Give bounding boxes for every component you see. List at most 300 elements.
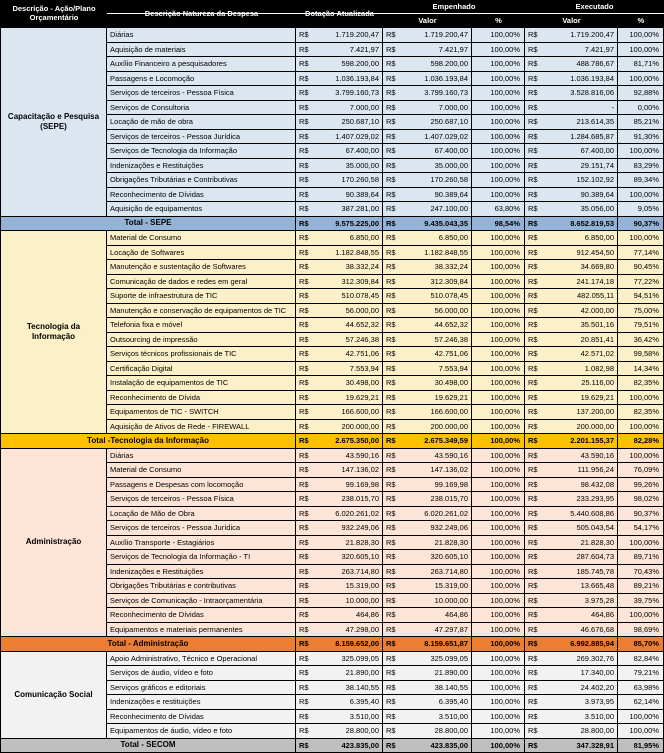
empenhado-valor [383, 231, 472, 246]
executado-pct: 100,00% [618, 72, 664, 87]
currency-symbol: R$ [299, 88, 309, 97]
empenhado-valor [383, 608, 472, 623]
total-executado-valor [525, 739, 618, 753]
total-row-comunicacao [1, 739, 664, 753]
currency-symbol: R$ [386, 523, 396, 532]
dotacao-atualizada-amount: 56.000,00 [345, 305, 379, 315]
executado-pct: 91,30% [618, 130, 664, 145]
currency-symbol: R$ [299, 262, 309, 271]
currency-symbol: R$ [528, 508, 538, 518]
executado-valor [525, 144, 618, 159]
currency-symbol: R$ [528, 146, 538, 155]
total-label-tecnologia: Total -Tecnologia da Informação [1, 434, 296, 449]
expense-description: Auxílio Financeiro a pesquisadores [107, 57, 296, 72]
empenhado-valor-amount: 3.799.160,73 [424, 88, 468, 97]
expense-description: Serviços de terceiros - Pessoa Jurídica [107, 521, 296, 536]
currency-symbol: R$ [386, 102, 396, 112]
total-executado-valor-amount: 6.992.885,94 [570, 639, 614, 648]
dotacao-atualizada [296, 202, 383, 217]
total-dotacao-amount: 423.835,00 [341, 740, 379, 750]
section-tecnologia [1, 231, 664, 434]
empenhado-valor-amount: 312.309,84 [430, 276, 468, 286]
executado-pct: 9,05% [618, 202, 664, 217]
dotacao-atualizada-amount: 99.169,98 [345, 479, 379, 489]
empenhado-valor [383, 86, 472, 101]
executado-valor-amount: 3.975,28 [584, 595, 614, 605]
empenhado-pct: 100,00% [472, 391, 525, 406]
dotacao-atualizada-amount: 7.000,00 [349, 102, 379, 112]
dotacao-atualizada-amount: 1.036.193,84 [335, 73, 379, 83]
dotacao-atualizada [296, 289, 383, 304]
expense-description: Outsourcing de impressão [107, 333, 296, 348]
currency-symbol: R$ [386, 276, 396, 286]
empenhado-pct: 100,00% [472, 246, 525, 261]
dotacao-atualizada-amount: 1.182.848,55 [335, 247, 379, 257]
currency-symbol: R$ [528, 740, 538, 750]
total-empenhado-valor-amount: 9.435.043,35 [424, 218, 468, 228]
empenhado-pct: 100,00% [472, 521, 525, 536]
dotacao-atualizada-amount: 15.319,00 [345, 581, 379, 590]
currency-symbol: R$ [386, 146, 396, 155]
dotacao-atualizada-amount: 10.000,00 [345, 595, 379, 605]
empenhado-valor [383, 710, 472, 725]
empenhado-pct: 100,00% [472, 681, 525, 696]
empenhado-pct: 100,00% [472, 57, 525, 72]
executado-valor-amount: 200.000,00 [576, 421, 614, 431]
expense-description: Material de Consumo [107, 463, 296, 478]
dotacao-atualizada-amount: 47.298,00 [345, 624, 379, 634]
empenhado-valor-amount: 57.246,38 [434, 334, 468, 344]
header-executado-valor: Valor [562, 15, 581, 25]
currency-symbol: R$ [299, 450, 309, 460]
executado-valor-amount: 464,86 [591, 610, 614, 619]
expense-description: Serviços de Tecnologia da Informação [107, 144, 296, 159]
dotacao-atualizada [296, 579, 383, 594]
dotacao-atualizada-amount: 238.015,70 [341, 494, 379, 503]
empenhado-pct: 100,00% [472, 130, 525, 145]
total-row-administracao [1, 637, 664, 652]
executado-valor-amount: 28.800,00 [580, 726, 614, 735]
header-col-natureza: Descrição Natureza da Despesa [144, 8, 259, 18]
dotacao-atualizada-amount: 38.332,24 [345, 262, 379, 271]
empenhado-pct: 100,00% [472, 144, 525, 159]
currency-symbol: R$ [528, 624, 538, 634]
currency-symbol: R$ [299, 465, 309, 474]
empenhado-pct: 100,00% [472, 536, 525, 551]
currency-symbol: R$ [299, 320, 309, 329]
expense-description: Reconhecimento de Dívidas [107, 188, 296, 203]
currency-symbol: R$ [386, 494, 396, 503]
empenhado-valor-amount: 21.828,30 [434, 537, 468, 547]
dotacao-atualizada [296, 115, 383, 130]
empenhado-valor-amount: 932.249,06 [430, 523, 468, 532]
executado-valor [525, 57, 618, 72]
empenhado-pct: 100,00% [472, 376, 525, 391]
currency-symbol: R$ [299, 639, 309, 648]
empenhado-pct: 100,00% [472, 579, 525, 594]
total-dotacao-amount: 8.159.652,00 [335, 639, 379, 648]
executado-valor-amount: 21.828,30 [580, 537, 614, 547]
executado-valor-amount: 241.174,18 [576, 276, 614, 286]
executado-pct: 82,84% [618, 652, 664, 667]
empenhado-pct: 100,00% [472, 347, 525, 362]
dotacao-atualizada [296, 333, 383, 348]
currency-symbol: R$ [299, 131, 309, 141]
currency-symbol: R$ [528, 697, 538, 706]
executado-valor-amount: 90.389,64 [580, 189, 614, 199]
currency-symbol: R$ [386, 392, 396, 402]
executado-pct: 82,35% [618, 405, 664, 420]
total-dotacao-amount: 2.675.350,00 [335, 436, 379, 445]
currency-symbol: R$ [299, 668, 309, 677]
dotacao-atualizada-amount: 19.629,21 [345, 392, 379, 402]
executado-valor-amount: 3.528.816,06 [570, 88, 614, 97]
dotacao-atualizada [296, 623, 383, 638]
empenhado-valor-amount: 6.850,00 [438, 233, 468, 242]
expense-description: Comunicação de dados e redes em geral [107, 275, 296, 290]
dotacao-atualizada-amount: 67.400,00 [345, 146, 379, 155]
currency-symbol: R$ [386, 595, 396, 605]
empenhado-valor [383, 101, 472, 116]
dotacao-atualizada [296, 246, 383, 261]
dotacao-atualizada-amount: 250.687,10 [341, 117, 379, 126]
empenhado-valor [383, 492, 472, 507]
executado-pct: 100,00% [618, 420, 664, 435]
empenhado-pct: 100,00% [472, 159, 525, 174]
executado-pct: 70,43% [618, 565, 664, 580]
currency-symbol: R$ [528, 189, 538, 199]
currency-symbol: R$ [528, 363, 538, 373]
empenhado-valor [383, 449, 472, 464]
dotacao-atualizada-amount: 166.600,00 [341, 407, 379, 416]
currency-symbol: R$ [528, 494, 538, 503]
expense-description: Serviços de áudio, vídeo e foto [107, 666, 296, 681]
executado-valor [525, 623, 618, 638]
empenhado-valor-amount: 1.182.848,55 [424, 247, 468, 257]
empenhado-valor [383, 159, 472, 174]
empenhado-valor [383, 724, 472, 739]
currency-symbol: R$ [299, 160, 309, 170]
executado-pct: 100,00% [618, 536, 664, 551]
empenhado-valor-amount: 170.260,58 [430, 175, 468, 184]
dotacao-atualizada-amount: 43.590,16 [345, 450, 379, 460]
dotacao-atualizada-amount: 598.200,00 [341, 59, 379, 68]
header-col-acao-plano [1, 0, 107, 28]
currency-symbol: R$ [299, 740, 309, 750]
currency-symbol: R$ [386, 320, 396, 329]
currency-symbol: R$ [386, 247, 396, 257]
empenhado-pct: 100,00% [472, 101, 525, 116]
executado-pct: 98,69% [618, 623, 664, 638]
total-executado-valor-amount: 2.201.155,37 [570, 436, 614, 445]
empenhado-valor [383, 72, 472, 87]
empenhado-valor-amount: 238.015,70 [430, 494, 468, 503]
currency-symbol: R$ [299, 697, 309, 706]
dotacao-atualizada [296, 724, 383, 739]
total-label-administracao: Total - Administração [1, 637, 296, 652]
executado-valor [525, 173, 618, 188]
expense-description: Aquisição de Ativos de Rede - FIREWALL [107, 420, 296, 435]
currency-symbol: R$ [528, 610, 538, 619]
section-label-tecnologia: Tecnologia da Informação [1, 231, 107, 434]
executado-valor-amount: 13.665,48 [580, 581, 614, 590]
dotacao-atualizada-amount: 387.281,00 [341, 204, 379, 213]
executado-pct: 63,98% [618, 681, 664, 696]
empenhado-valor-amount: 38.332,24 [434, 262, 468, 271]
currency-symbol: R$ [528, 349, 538, 358]
total-dotacao [296, 217, 383, 232]
section-label-administracao: Administração [1, 449, 107, 638]
currency-symbol: R$ [386, 378, 396, 387]
currency-symbol: R$ [299, 595, 309, 605]
empenhado-valor [383, 246, 472, 261]
executado-pct: 89,34% [618, 173, 664, 188]
currency-symbol: R$ [386, 537, 396, 547]
currency-symbol: R$ [528, 566, 538, 576]
executado-valor [525, 724, 618, 739]
total-empenhado-pct: 100,00% [472, 637, 525, 652]
empenhado-valor-amount: 7.000,00 [438, 102, 468, 112]
empenhado-valor [383, 188, 472, 203]
currency-symbol: R$ [299, 59, 309, 68]
expense-description: Equipamentos de áudio, vídeo e foto [107, 724, 296, 739]
executado-valor-amount: 488.786,67 [576, 59, 614, 68]
expense-description: Aquisição de equipamentos [107, 202, 296, 217]
dotacao-atualizada [296, 463, 383, 478]
executado-valor-amount: 42.571,02 [580, 349, 614, 358]
executado-valor [525, 260, 618, 275]
currency-symbol: R$ [299, 523, 309, 532]
currency-symbol: R$ [528, 320, 538, 329]
dotacao-atualizada [296, 405, 383, 420]
empenhado-valor-amount: 43.590,16 [434, 450, 468, 460]
section-comunicacao [1, 652, 664, 739]
executado-valor [525, 463, 618, 478]
executado-pct: 76,09% [618, 463, 664, 478]
executado-valor-amount: 35.056,00 [580, 204, 614, 213]
empenhado-valor-amount: 56.000,00 [434, 305, 468, 315]
executado-valor [525, 536, 618, 551]
empenhado-valor-amount: 35.000,00 [434, 160, 468, 170]
executado-pct: 99,26% [618, 478, 664, 493]
executado-pct: 83,29% [618, 159, 664, 174]
empenhado-pct: 100,00% [472, 304, 525, 319]
empenhado-valor [383, 521, 472, 536]
executado-pct: 100,00% [618, 231, 664, 246]
empenhado-valor-amount: 21.890,00 [434, 668, 468, 677]
currency-symbol: R$ [386, 218, 396, 228]
empenhado-valor [383, 304, 472, 319]
dotacao-atualizada-amount: 28.800,00 [345, 726, 379, 735]
dotacao-atualizada [296, 86, 383, 101]
executado-valor-amount: 1.284.685,87 [570, 131, 614, 141]
expense-description: Apoio Administrativo, Técnico e Operacional [107, 652, 296, 667]
currency-symbol: R$ [528, 523, 538, 532]
empenhado-pct: 100,00% [472, 420, 525, 435]
empenhado-pct: 100,00% [472, 710, 525, 725]
empenhado-valor-amount: 7.421,97 [438, 44, 468, 54]
header-empenhado-valor: Valor [418, 15, 437, 25]
currency-symbol: R$ [386, 581, 396, 590]
executado-valor-amount: 67.400,00 [580, 146, 614, 155]
expense-description: Serviços técnicos profissionais de TIC [107, 347, 296, 362]
currency-symbol: R$ [386, 73, 396, 83]
executado-valor [525, 449, 618, 464]
empenhado-valor [383, 130, 472, 145]
dotacao-atualizada-amount: 3.510,00 [349, 711, 379, 721]
empenhado-valor-amount: 1.407.029,02 [424, 131, 468, 141]
expense-description: Suporte de infraestrutura de TIC [107, 289, 296, 304]
dotacao-atualizada [296, 666, 383, 681]
total-empenhado-valor [383, 434, 472, 449]
dotacao-atualizada-amount: 6.395,40 [349, 697, 379, 706]
empenhado-valor [383, 652, 472, 667]
executado-pct: 100,00% [618, 28, 664, 43]
currency-symbol: R$ [528, 305, 538, 315]
currency-symbol: R$ [299, 566, 309, 576]
currency-symbol: R$ [528, 218, 538, 228]
executado-valor-amount: 3.510,00 [584, 711, 614, 721]
currency-symbol: R$ [386, 131, 396, 141]
currency-symbol: R$ [386, 566, 396, 576]
empenhado-valor-amount: 6.020.261,02 [424, 508, 468, 518]
executado-pct: 77,22% [618, 275, 664, 290]
empenhado-pct: 100,00% [472, 289, 525, 304]
dotacao-atualizada [296, 173, 383, 188]
executado-pct: 90,45% [618, 260, 664, 275]
executado-valor-amount: 29.151,74 [580, 160, 614, 170]
executado-pct: 75,00% [618, 304, 664, 319]
executado-valor-amount: 7.421,97 [584, 44, 614, 54]
total-empenhado-pct: 100,00% [472, 434, 525, 449]
executado-valor [525, 666, 618, 681]
executado-valor-amount: 287.604,73 [576, 552, 614, 561]
empenhado-valor [383, 478, 472, 493]
total-empenhado-valor-amount: 8.159.651,87 [424, 639, 468, 648]
empenhado-valor-amount: 10.000,00 [434, 595, 468, 605]
dotacao-atualizada-amount: 932.249,06 [341, 523, 379, 532]
currency-symbol: R$ [528, 291, 538, 300]
empenhado-valor [383, 550, 472, 565]
dotacao-atualizada [296, 536, 383, 551]
executado-valor [525, 565, 618, 580]
dotacao-atualizada-amount: 263.714,80 [341, 566, 379, 576]
table-body [1, 28, 664, 753]
empenhado-pct: 100,00% [472, 463, 525, 478]
currency-symbol: R$ [386, 44, 396, 54]
empenhado-pct: 100,00% [472, 449, 525, 464]
currency-symbol: R$ [386, 639, 396, 648]
header-col-acao-plano-line2: Orçamentário [29, 13, 79, 22]
currency-symbol: R$ [299, 44, 309, 54]
dotacao-atualizada [296, 521, 383, 536]
section-label-sepe: Capacitação e Pesquisa (SEPE) [1, 28, 107, 217]
dotacao-atualizada-amount: 6.850,00 [349, 233, 379, 242]
dotacao-atualizada [296, 449, 383, 464]
empenhado-pct: 100,00% [472, 188, 525, 203]
currency-symbol: R$ [299, 305, 309, 315]
currency-symbol: R$ [528, 450, 538, 460]
currency-symbol: R$ [299, 218, 309, 228]
total-executado-valor [525, 637, 618, 652]
expense-description: Serviços de Tecnologia da Informação - TI [107, 550, 296, 565]
currency-symbol: R$ [528, 711, 538, 721]
empenhado-valor [383, 347, 472, 362]
currency-symbol: R$ [528, 204, 538, 213]
executado-pct: 100,00% [618, 391, 664, 406]
executado-valor [525, 550, 618, 565]
empenhado-pct: 100,00% [472, 594, 525, 609]
dotacao-atualizada [296, 391, 383, 406]
section-label-comunicacao: Comunicação Social [1, 652, 107, 739]
currency-symbol: R$ [386, 653, 396, 663]
empenhado-valor-amount: 263.714,80 [430, 566, 468, 576]
header-empenhado-pct: % [495, 15, 502, 25]
executado-valor-amount: 20.851,41 [580, 334, 614, 344]
currency-symbol: R$ [386, 117, 396, 126]
total-empenhado-pct: 98,54% [472, 217, 525, 232]
currency-symbol: R$ [386, 407, 396, 416]
empenhado-pct: 100,00% [472, 478, 525, 493]
expense-description: Serviços de terceiros - Pessoa Jurídica [107, 130, 296, 145]
dotacao-atualizada [296, 695, 383, 710]
executado-valor [525, 521, 618, 536]
dotacao-atualizada [296, 478, 383, 493]
dotacao-atualizada-amount: 170.260,58 [341, 175, 379, 184]
executado-valor [525, 289, 618, 304]
executado-valor [525, 275, 618, 290]
empenhado-pct: 100,00% [472, 608, 525, 623]
currency-symbol: R$ [386, 682, 396, 692]
empenhado-valor [383, 318, 472, 333]
executado-pct: 14,34% [618, 362, 664, 377]
empenhado-valor [383, 594, 472, 609]
empenhado-pct: 100,00% [472, 115, 525, 130]
currency-symbol: R$ [386, 160, 396, 170]
dotacao-atualizada-amount: 6.020.261,02 [335, 508, 379, 518]
currency-symbol: R$ [299, 189, 309, 199]
executado-pct: 36,42% [618, 333, 664, 348]
empenhado-valor [383, 289, 472, 304]
executado-valor [525, 391, 618, 406]
executado-valor-amount: 5.440.608,86 [570, 508, 614, 518]
total-empenhado-valor [383, 217, 472, 232]
total-row-sepe [1, 217, 664, 232]
currency-symbol: R$ [299, 421, 309, 431]
expense-description: Indenizações e Restituições [107, 159, 296, 174]
currency-symbol: R$ [528, 479, 538, 489]
executado-valor-amount: 185.745,78 [576, 566, 614, 576]
executado-pct: 90,37% [618, 507, 664, 522]
currency-symbol: R$ [528, 436, 538, 445]
executado-valor-amount: 213.614,35 [576, 117, 614, 126]
currency-symbol: R$ [528, 537, 538, 547]
dotacao-atualizada-amount: 1.719.200,47 [335, 30, 379, 39]
empenhado-valor-amount: 6.395,40 [438, 697, 468, 706]
executado-pct: 100,00% [618, 144, 664, 159]
currency-symbol: R$ [528, 102, 538, 112]
currency-symbol: R$ [386, 479, 396, 489]
dotacao-atualizada [296, 43, 383, 58]
currency-symbol: R$ [299, 581, 309, 590]
empenhado-valor-amount: 90.389,64 [434, 189, 468, 199]
total-empenhado-pct: 100,00% [472, 739, 525, 753]
currency-symbol: R$ [528, 392, 538, 402]
executado-pct: 82,35% [618, 376, 664, 391]
executado-valor [525, 130, 618, 145]
executado-valor [525, 478, 618, 493]
executado-pct: 100,00% [618, 449, 664, 464]
